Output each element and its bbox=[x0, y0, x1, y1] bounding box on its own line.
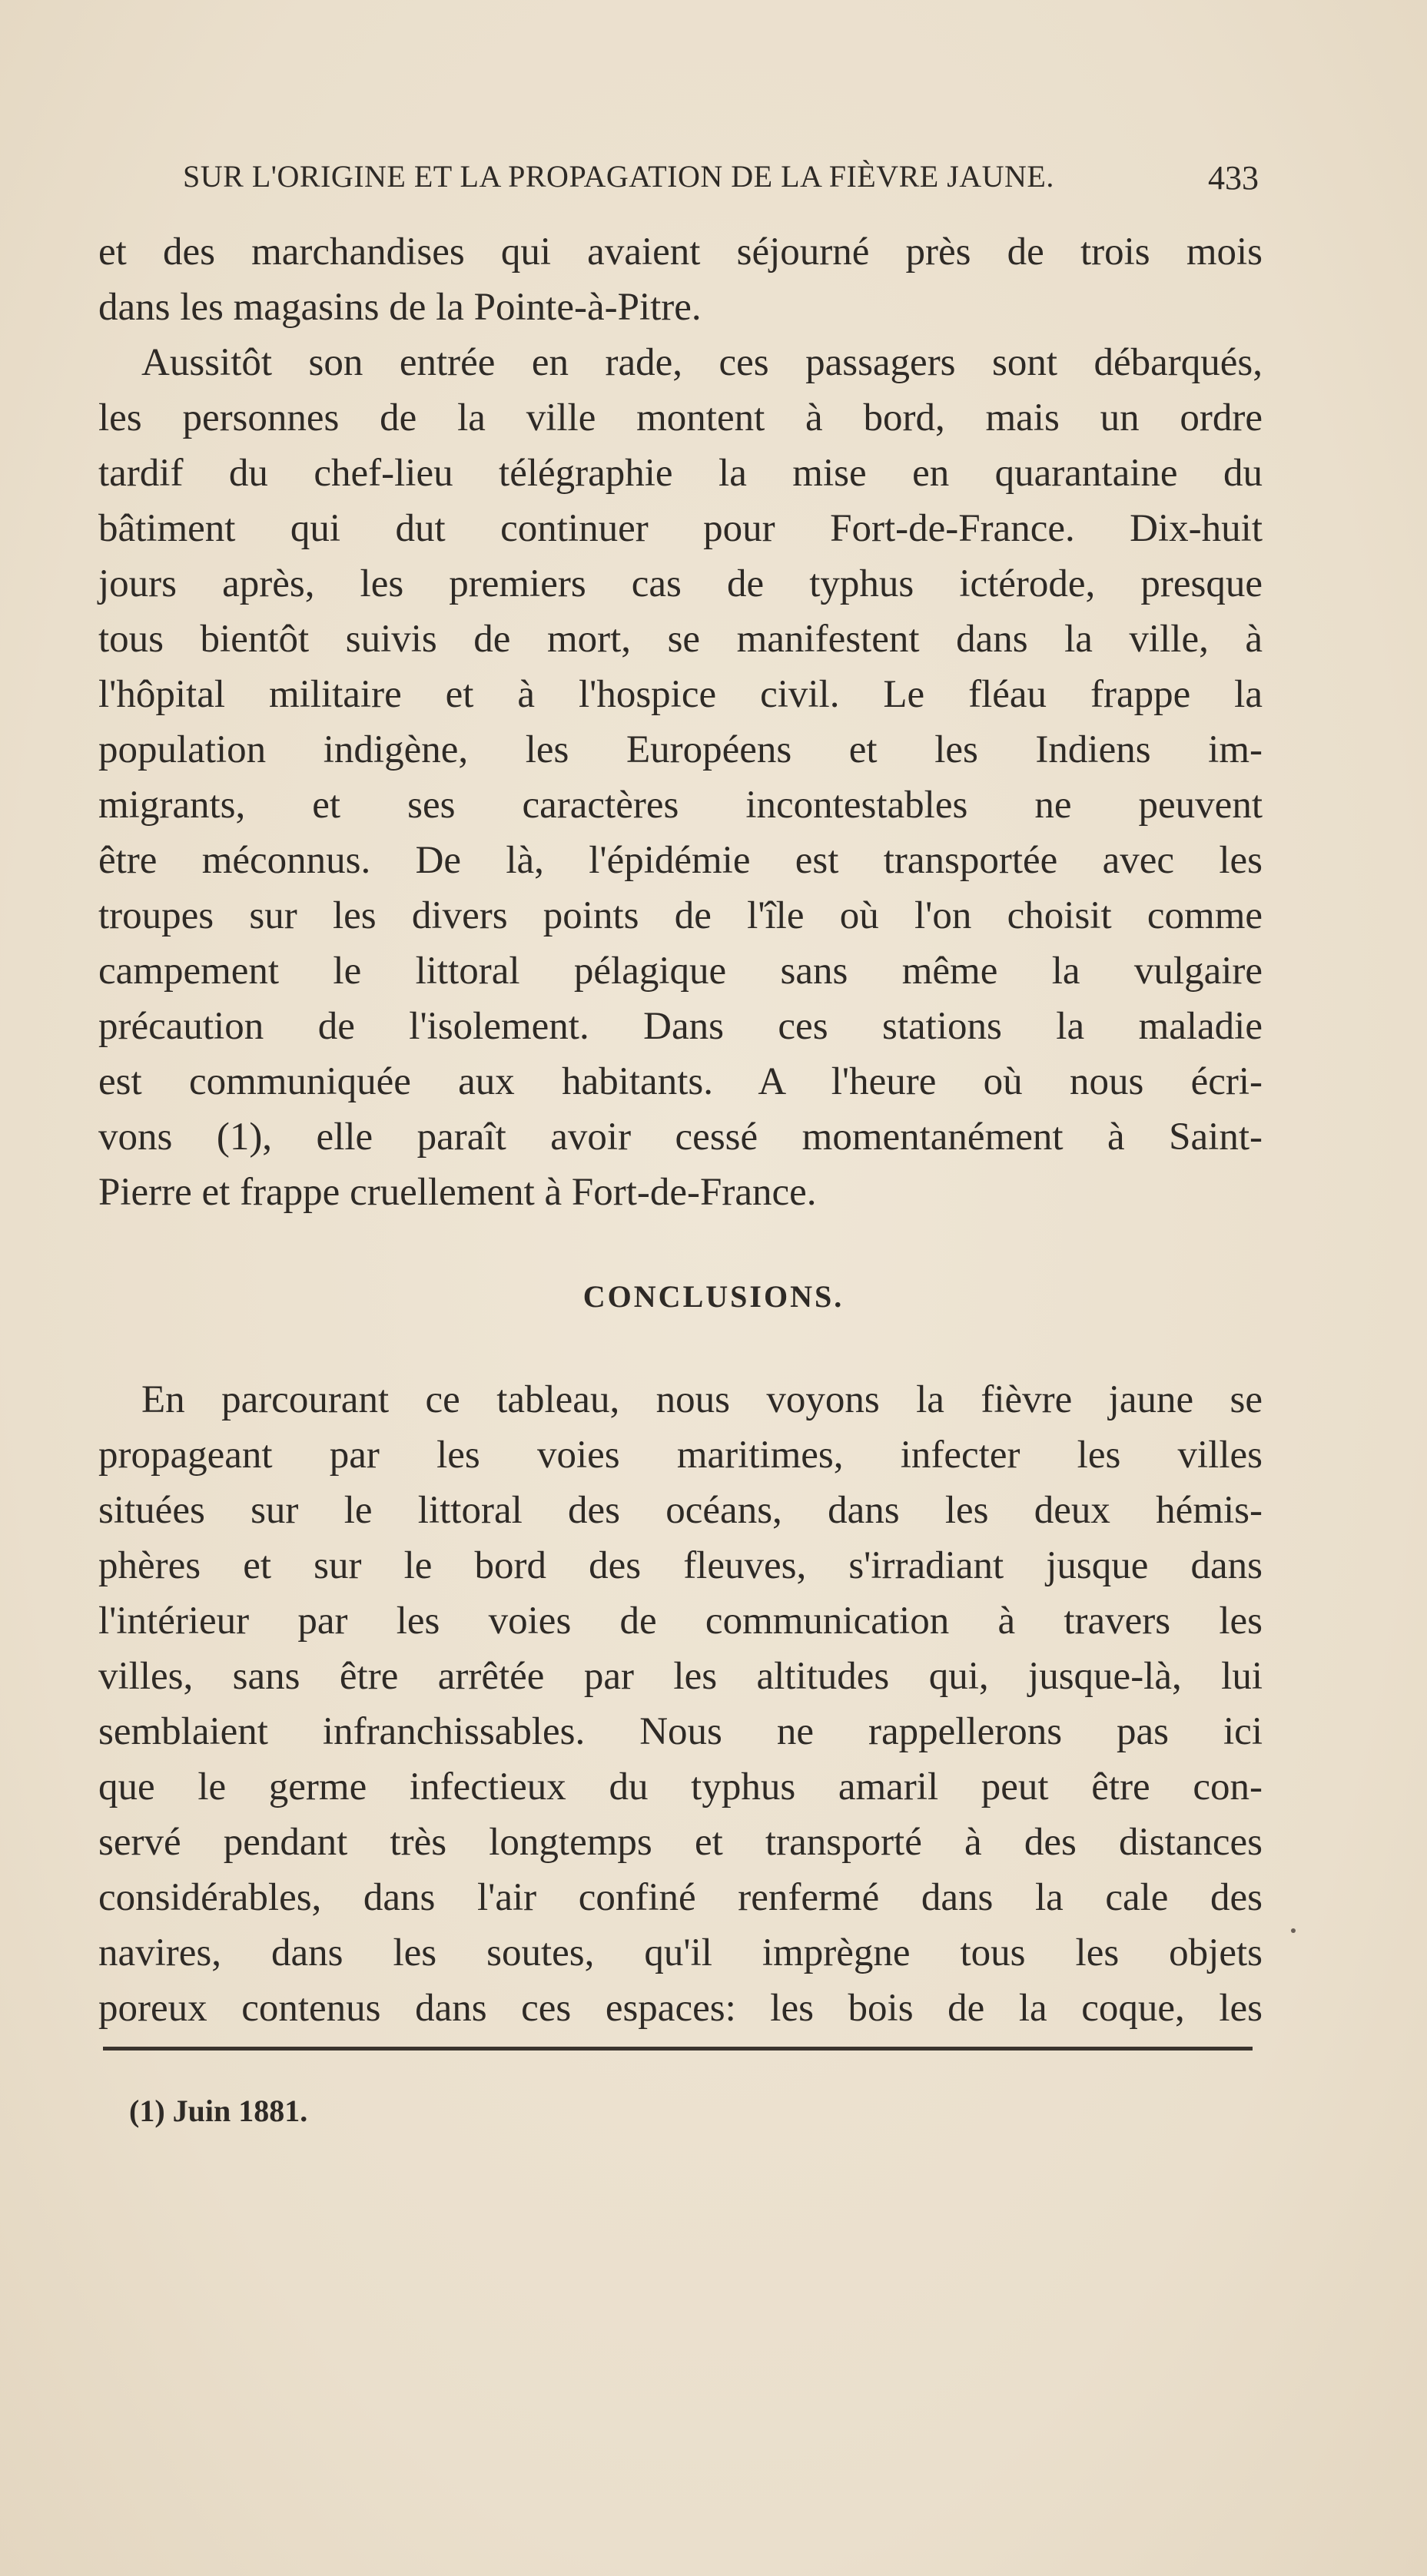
text-line: tardif du chef-lieu télégraphie la mise en quarantaine du bbox=[98, 452, 1263, 495]
footnote: (1) Juin 1881. bbox=[129, 2094, 308, 2128]
text-line: bâtiment qui dut continuer pour Fort-de-France. Dix-huit bbox=[98, 507, 1263, 550]
text-line: être méconnus. De là, l'épidémie est transportée avec les bbox=[98, 839, 1263, 882]
text-line: poreux contenus dans ces espaces: les bois de la coque, les bbox=[98, 1987, 1263, 2030]
running-title: SUR L'ORIGINE ET LA PROPAGATION DE LA FIÈVRE JAUNE. bbox=[183, 159, 1054, 194]
text-line: Pierre et frappe cruellement à Fort-de-France. bbox=[98, 1171, 817, 1214]
text-line: situées sur le littoral des océans, dans les deux hémis- bbox=[98, 1489, 1263, 1532]
text-line: population indigène, les Européens et les Indiens im- bbox=[98, 728, 1263, 771]
text-line: semblaient infranchissables. Nous ne rappellerons pas ici bbox=[98, 1710, 1263, 1753]
text-line: l'intérieur par les voies de communication à travers les bbox=[98, 1600, 1263, 1643]
text-line: campement le littoral pélagique sans même la vulgaire bbox=[98, 950, 1263, 993]
section-heading-conclusions: CONCLUSIONS. bbox=[582, 1279, 845, 1314]
text-line: que le germe infectieux du typhus amaril peut être con- bbox=[98, 1765, 1263, 1809]
text-line: vons (1), elle paraît avoir cessé momentanément à Saint- bbox=[98, 1116, 1263, 1159]
text-line: navires, dans les soutes, qu'il imprègne tous les objets bbox=[98, 1931, 1263, 1974]
footnote-divider bbox=[103, 2047, 1253, 2051]
text-line: migrants, et ses caractères incontestables ne peuvent bbox=[98, 784, 1263, 827]
text-line: l'hôpital militaire et à l'hospice civil. Le fléau frappe la bbox=[98, 673, 1263, 716]
text-line: tous bientôt suivis de mort, se manifestent dans la ville, à bbox=[98, 618, 1263, 661]
text-line: propageant par les voies maritimes, infecter les villes bbox=[98, 1434, 1263, 1477]
text-line: considérables, dans l'air confiné renfermé dans la cale des bbox=[98, 1876, 1263, 1919]
text-line: villes, sans être arrêtée par les altitudes qui, jusque-là, lui bbox=[98, 1655, 1263, 1698]
text-line: précaution de l'isolement. Dans ces stations la maladie bbox=[98, 1005, 1263, 1048]
text-line: et des marchandises qui avaient séjourné près de trois mois bbox=[98, 230, 1263, 274]
text-line: les personnes de la ville montent à bord, mais un ordre bbox=[98, 396, 1263, 439]
text-line: phères et sur le bord des fleuves, s'irradiant jusque dans bbox=[98, 1544, 1263, 1587]
page-number: 433 bbox=[1208, 159, 1259, 197]
text-line: En parcourant ce tableau, nous voyons la fièvre jaune se bbox=[141, 1378, 1263, 1421]
ink-speck bbox=[1291, 1928, 1296, 1933]
text-line: troupes sur les divers points de l'île où l'on choisit comme bbox=[98, 894, 1263, 937]
text-line: Aussitôt son entrée en rade, ces passagers sont débarqués, bbox=[141, 341, 1263, 384]
page-header bbox=[183, 154, 1259, 200]
text-line: dans les magasins de la Pointe-à-Pitre. bbox=[98, 286, 702, 329]
text-line: jours après, les premiers cas de typhus ictérode, presque bbox=[98, 562, 1263, 605]
text-line: servé pendant très longtemps et transporté à des distances bbox=[98, 1821, 1263, 1864]
text-line: est communiquée aux habitants. A l'heure où nous écri- bbox=[98, 1060, 1263, 1103]
